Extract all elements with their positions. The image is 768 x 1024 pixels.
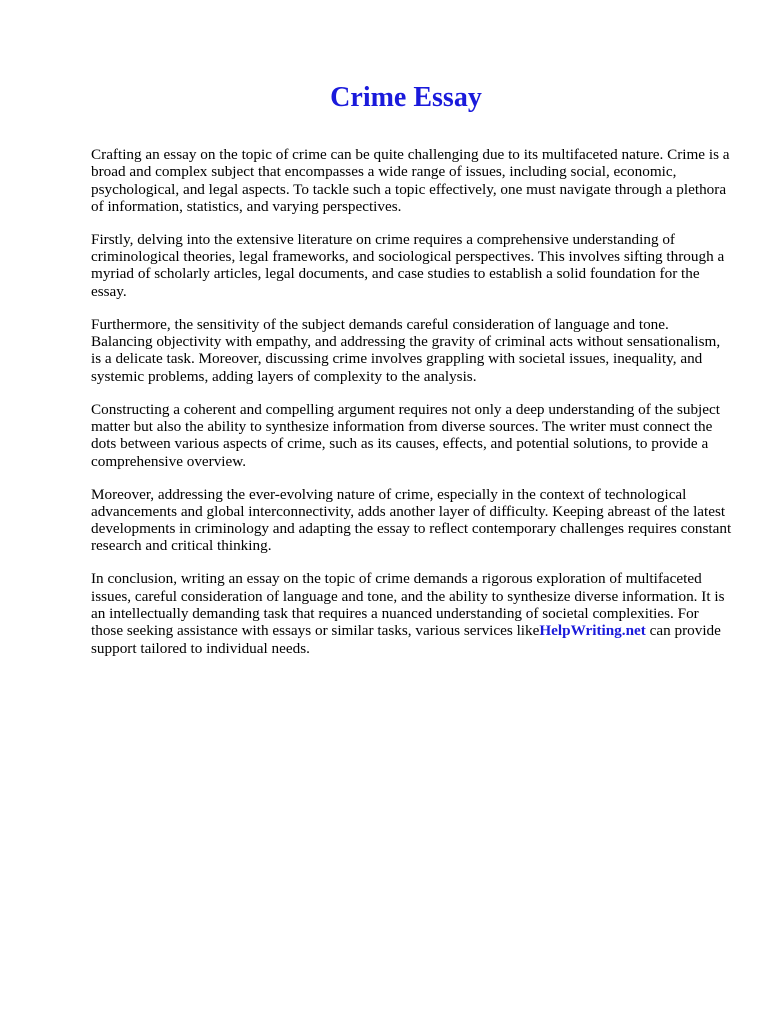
essay-body xyxy=(91,146,733,673)
conclusion-text: In conclusion, writing an essay on the topic of crime demands a rigorous exploration of multifaceted issues, careful consideration of language and tone, and the ability to synthesize diverse information. It is an intellectually demanding task that requires a nuanced understanding of societal complexities. For those seeking assistance with essays or similar tasks, various services like xyxy=(91,570,725,640)
paragraph-sensitivity: Furthermore, the sensitivity of the subject demands careful consideration of language and tone. Balancing objectivity with empathy, and addressing the gravity of criminal acts without sensationalism, is a delicate task. Moreover, discussing crime involves grappling with societal issues, inequality, and systemic problems, adding layers of complexity to the analysis. xyxy=(91,315,721,385)
paragraph-intro: Crafting an essay on the topic of crime can be quite challenging due to its multifaceted nature. Crime is a broad and complex subject that encompasses a wide range of issues, including social, economic, psychological, and legal aspects. To tackle such a topic effectively, one must navigate through a plethora of information, statistics, and varying perspectives. xyxy=(91,146,730,215)
page-title: Crime Essay xyxy=(330,82,482,113)
paragraph-conclusion xyxy=(91,570,733,656)
paragraph-argument: Constructing a coherent and compelling argument requires not only a deep understanding of the subject matter but also the ability to synthesize information from diverse sources. The writer must connect the dots between various aspects of crime, such as its causes, effects, and potential solutions, to provide a comprehensive overview. xyxy=(91,400,720,470)
paragraph-evolving-nature: Moreover, addressing the ever-evolving nature of crime, especially in the context of technological advancements and global interconnectivity, adds another layer of difficulty. Keeping abreast of the latest developments in criminology and adapting the essay to reflect contemporary challenges requires constant research and critical thinking. xyxy=(91,485,732,555)
helpwriting-link[interactable]: HelpWriting.net xyxy=(539,622,646,640)
conclusion-text-end: can provide support tailored to individual needs. xyxy=(91,622,721,657)
paragraph-literature: Firstly, delving into the extensive literature on crime requires a comprehensive understanding of criminological theories, legal frameworks, and sociological perspectives. This involves sifting through a myriad of scholarly articles, legal documents, and case studies to establish a solid foundation for the essay. xyxy=(91,230,725,300)
